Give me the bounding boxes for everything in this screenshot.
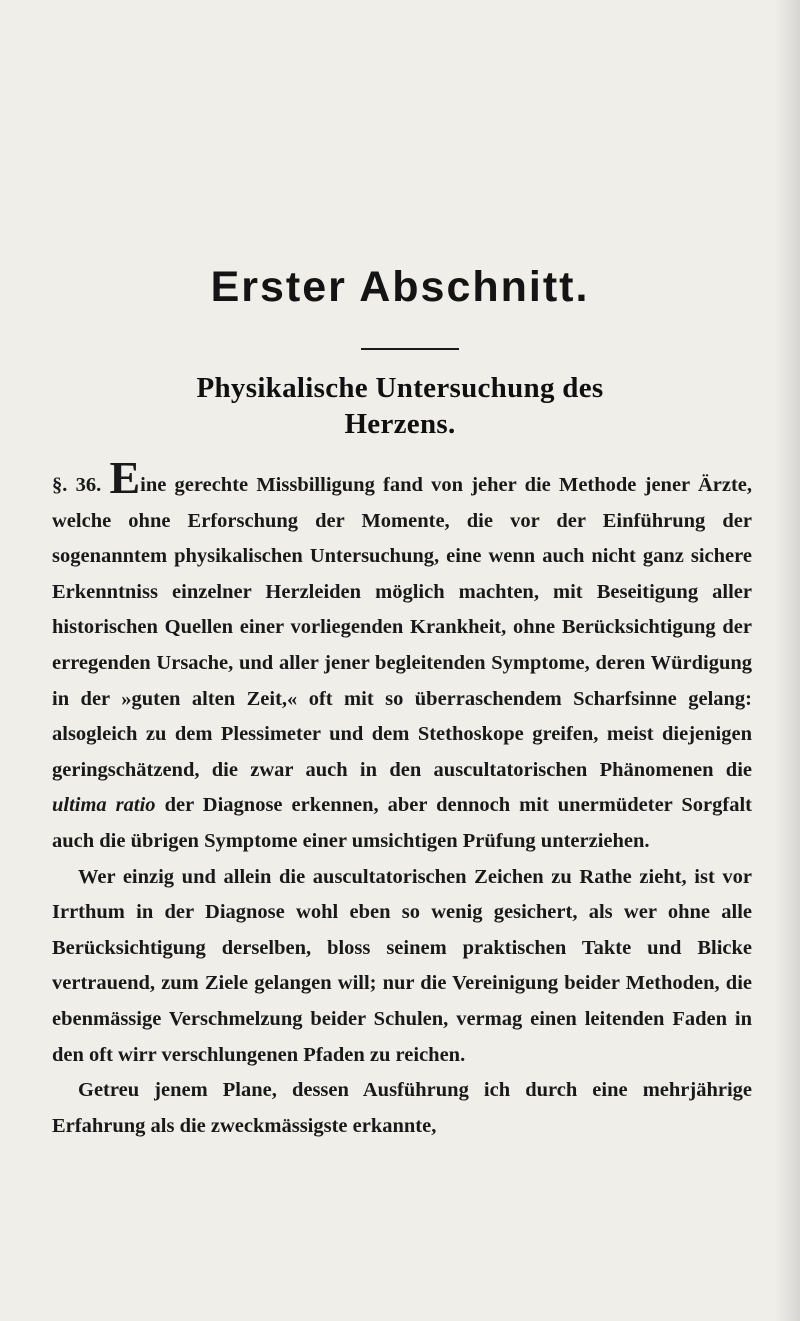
section-title-line1: Physikalische Untersuchung des bbox=[196, 372, 604, 404]
section-title bbox=[0, 370, 800, 442]
section-title-line2: Herzens. bbox=[344, 408, 456, 440]
chapter-title: Erster Abschnitt. bbox=[210, 263, 590, 311]
body-text bbox=[52, 452, 753, 1144]
page-edge-shadow bbox=[774, 0, 800, 1321]
paragraph-number: §. 36. bbox=[52, 474, 102, 496]
paragraph-text-continued: der Diagnose erkennen, aber dennoch mit unermüdeter Sorgfalt auch die übrigen Symptome einer umsichtigen Prüfung unterziehen. bbox=[52, 794, 752, 852]
title-divider bbox=[361, 348, 459, 350]
paragraph-text: ine gerechte Missbilligung fand von jeher die Methode jener Ärzte, welche ohne Erforschung der Momente, die vor der Einführung der sogenanntem physikalischen Untersuchung, eine wenn auch nicht ganz sichere Erkenntniss einzelner Herzleiden möglich machten, mit Beseitigung aller historischen Quellen einer vorliegenden Krankheit, ohne Berücksichtigung der erregenden Ursache, und aller jener begleitenden Symptome, deren Würdigung in der »guten alten Zeit,« oft mit so überraschendem Scharfsinne gelang: alsogleich zu dem Plessimeter und dem Stethoskope greifen, meist diejenigen geringschätzend, die zwar auch in den auscultatorischen Phänomenen die bbox=[52, 474, 753, 781]
paragraph-2: Wer einzig und allein die auscultatorischen Zeichen zu Rathe zieht, ist vor Irrthum in der Diagnose wohl eben so wenig gesichert, als wer ohne alle Berücksichtigung derselben, bloss seinem praktischen Takte und Blicke vertrauend, zum Ziele gelangen will; nur die Vereinigung beider Methoden, die ebenmässige Verschmelzung beider Schulen, vermag einen leitenden Faden in den oft wirr verschlungenen Pfaden zu reichen. bbox=[52, 865, 752, 1066]
drop-cap: E bbox=[109, 452, 141, 503]
paragraph-36 bbox=[52, 452, 753, 860]
paragraph-3: Getreu jenem Plane, dessen Ausführung ich durch eine mehrjährige Erfahrung als die zweckmässigste erkannte, bbox=[52, 1079, 752, 1137]
italic-phrase: ultima ratio bbox=[52, 794, 156, 817]
